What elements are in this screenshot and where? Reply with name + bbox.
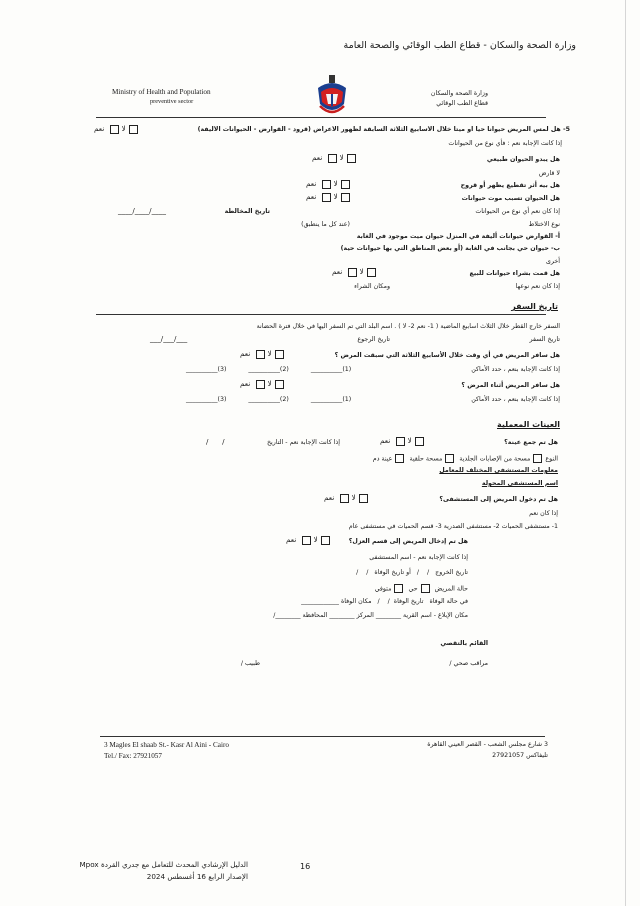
- sample-type-row: النوعمسحة من الإصابات الجلدية مسحة حلقية عينة دم: [372, 455, 558, 463]
- guide-edition: الإصدار الرابع 16 أغسطس 2024: [146, 872, 248, 881]
- checkbox-yes[interactable]: [275, 380, 284, 389]
- travel-q3-if: إذا كانت الإجابة بنعم ، حدد الأماكن: [471, 396, 560, 403]
- purchase-options: لا نعم: [296, 267, 379, 277]
- if-yes-type: إذا كانت الإجابة نعم : فأي نوع من الحيوانات: [448, 140, 562, 147]
- admit-options: لا نعم: [286, 493, 371, 503]
- header-divider: [96, 117, 546, 118]
- address-ar-line2: تليفاكس 27921057: [492, 752, 548, 759]
- pet-options: لا نعم: [262, 153, 359, 163]
- page-number: 16: [300, 862, 311, 871]
- checkbox-no[interactable]: [322, 180, 331, 189]
- doctor-label: طبيب /: [240, 660, 260, 667]
- bite-options: لا نعم: [256, 179, 353, 189]
- lab-section-title: العينات المعملية: [497, 420, 560, 429]
- page-edge-shadow: [625, 0, 626, 906]
- item-a: أ- القوارض حيوانات أليفة في المنزل حيوان ميت موجود في الغابة: [356, 233, 560, 240]
- sample-date-label: إذا كانت الإجابة نعم - التاريخ: [266, 439, 340, 446]
- travel-q1: السفر خارج القطر خلال الثلاث أسابيع الماضية ( 1- نعم 2- لا ) . اسم البلد التي تم السفر اليها في خلال فترة الحضانة: [256, 323, 560, 330]
- travel-q3-places[interactable]: __________(3) __________(2) __________(1): [186, 396, 352, 403]
- health-observer-label: مراقب صحي /: [449, 660, 488, 667]
- top-header-line: وزارة الصحة والسكان - قطاع الطب الوقائي والصحة العامة: [343, 40, 576, 51]
- hospital-types: 1- مستشفى الحميات 2- مستشفى الصدرية 3- قسم الحميات في مستشفى عام: [348, 523, 558, 530]
- travel-q2-options: لا نعم: [202, 349, 287, 359]
- investigator-title: القائم بالتقصي: [440, 640, 488, 647]
- checkbox-yes[interactable]: [347, 154, 356, 163]
- if-yes-label: إذا كان نعم: [529, 510, 558, 517]
- checkbox-yes[interactable]: [341, 180, 350, 189]
- contact-type-label: نوع الاختلاط: [528, 221, 560, 228]
- note-label: (عند كل ما ينطبق): [301, 221, 350, 228]
- checkbox-yes[interactable]: [321, 536, 330, 545]
- address-en-line2: Tel./ Fax: 27921057: [104, 752, 162, 760]
- purchase-question: هل قمت بشراء حيوانات للبيع: [469, 270, 560, 277]
- patient-status-row: حالة المريض حي متوفي: [374, 585, 468, 593]
- reporter-row: مكان الإبلاغ - اسم القرية ________ المركز ________ المحافظة ________/: [273, 612, 468, 619]
- date-contact-field[interactable]: ____/____/____: [118, 206, 166, 215]
- checkbox-yes[interactable]: [359, 494, 368, 503]
- address-ar-line1: 3 شارع مجلس الشعب - القصر العيني القاهرة: [427, 741, 548, 748]
- ministry-ar-line2: قطاع الطب الوقائي: [436, 100, 488, 107]
- sample-date-field[interactable]: / /: [206, 437, 225, 446]
- isolation-options: لا نعم: [256, 535, 333, 545]
- travel-q2-if: إذا كانت الإجابة بنعم ، حدد الأماكن: [471, 366, 560, 373]
- travel-date-label: تاريخ السفر: [529, 336, 560, 343]
- purchase-type: إذا كان نعم نوعها: [515, 283, 560, 290]
- hospital-name-label: إذا كانت الإجابة نعم - اسم المستشفى: [369, 554, 468, 561]
- checkbox-swab[interactable]: [533, 454, 542, 463]
- purchase-place: ومكان الشراء: [354, 283, 390, 290]
- checkbox-no[interactable]: [396, 437, 405, 446]
- isolation-question: هل تم إدخال المريض إلى قسم العزل؟: [348, 538, 468, 545]
- ministry-en-line1: Ministry of Health and Population: [112, 88, 211, 96]
- admit-question: هل تم دخول المريض إلى المستشفى؟: [439, 496, 558, 503]
- checkbox-no[interactable]: [328, 154, 337, 163]
- checkbox-no[interactable]: [322, 193, 331, 202]
- bite-question: هل بيه أثر تقطيع يظهر أو قروح: [460, 182, 560, 189]
- date-contact-label: تاريخ المخالطة: [224, 208, 270, 215]
- item-b: ب- حيوان حي بجانب في الغابة (أو بعض المناطق التي بها حيوانات حية): [340, 245, 560, 252]
- checkbox-yes[interactable]: [367, 268, 376, 277]
- referral-hospital-title: اسم المستشفى المحولة: [481, 480, 558, 487]
- dead-animal-options: لا نعم: [256, 192, 353, 202]
- checkbox-yes[interactable]: [415, 437, 424, 446]
- pet-question: هل يبدو الحيوان طبيعي: [486, 156, 560, 163]
- ministry-ar-line1: وزارة الصحة والسكان: [430, 90, 488, 97]
- address-en-line1: 3 Magles El shaab St.- Kasr Al Aini - Cairo: [104, 741, 229, 749]
- sample-question: هل تم جمع عينة؟: [504, 439, 558, 446]
- checkbox-yes[interactable]: [129, 125, 138, 134]
- checkbox-dead[interactable]: [394, 584, 403, 593]
- q5-options: لا نعم: [94, 124, 141, 134]
- travel-section-title: تاريخ السفر: [511, 302, 558, 311]
- return-date-label: تاريخ الرجوع: [357, 336, 390, 343]
- checkbox-no[interactable]: [348, 268, 357, 277]
- return-date-field[interactable]: ___/___/___: [150, 334, 188, 343]
- sample-options: لا نعم: [362, 436, 427, 446]
- dead-animal-question: هل الحيوان تسبب موت حيوانات: [461, 195, 560, 202]
- checkbox-alive[interactable]: [421, 584, 430, 593]
- checkbox-no[interactable]: [340, 494, 349, 503]
- travel-q2: هل سافر المريض في أي وقت خلال الأسابيع الثلاثة التي سبقت المرض ؟: [334, 352, 560, 359]
- travel-q3: هل سافر المريض أثناء المرض ؟: [461, 382, 560, 389]
- discharge-row: تاريخ الخروج / / أو تاريخ الوفاة / /: [356, 569, 468, 576]
- other-label: أخرى: [545, 258, 560, 265]
- q5-animal-contact: 5- هل لمس المريض حيوانا حيا أو ميتا خلال الأسابيع الثلاثة السابقة لظهور الأعراض (قرود - القوارض - الحيوانات الأليفة): [197, 126, 570, 133]
- checkbox-throat[interactable]: [445, 454, 454, 463]
- checkbox-no[interactable]: [110, 125, 119, 134]
- address-divider: [100, 736, 545, 737]
- checkbox-yes[interactable]: [275, 350, 284, 359]
- checkbox-yes[interactable]: [341, 193, 350, 202]
- travel-divider: [96, 314, 546, 315]
- ministry-logo-icon: [312, 74, 352, 118]
- travel-q2-places[interactable]: __________(3) __________(2) __________(1): [186, 366, 352, 373]
- rodent-label: لا قارض: [538, 170, 560, 177]
- checkbox-no[interactable]: [302, 536, 311, 545]
- checkbox-no[interactable]: [256, 350, 265, 359]
- death-row: في حالة الوفاة تاريخ الوفاة / / مكان الوفاة ____________: [301, 598, 468, 605]
- travel-q3-options: لا نعم: [202, 379, 287, 389]
- checkbox-blood[interactable]: [395, 454, 404, 463]
- checkbox-no[interactable]: [256, 380, 265, 389]
- which-animal: إذا كان نعم أي نوع من الحيوانات: [475, 208, 560, 215]
- hospital-info-title: معلومات المستشفى المختلف للمعامل: [439, 467, 558, 474]
- guide-title: الدليل الإرشادي المحدث للتعامل مع جدري القردة Mpox: [79, 860, 248, 869]
- ministry-en-line2: preventive sector: [150, 98, 194, 105]
